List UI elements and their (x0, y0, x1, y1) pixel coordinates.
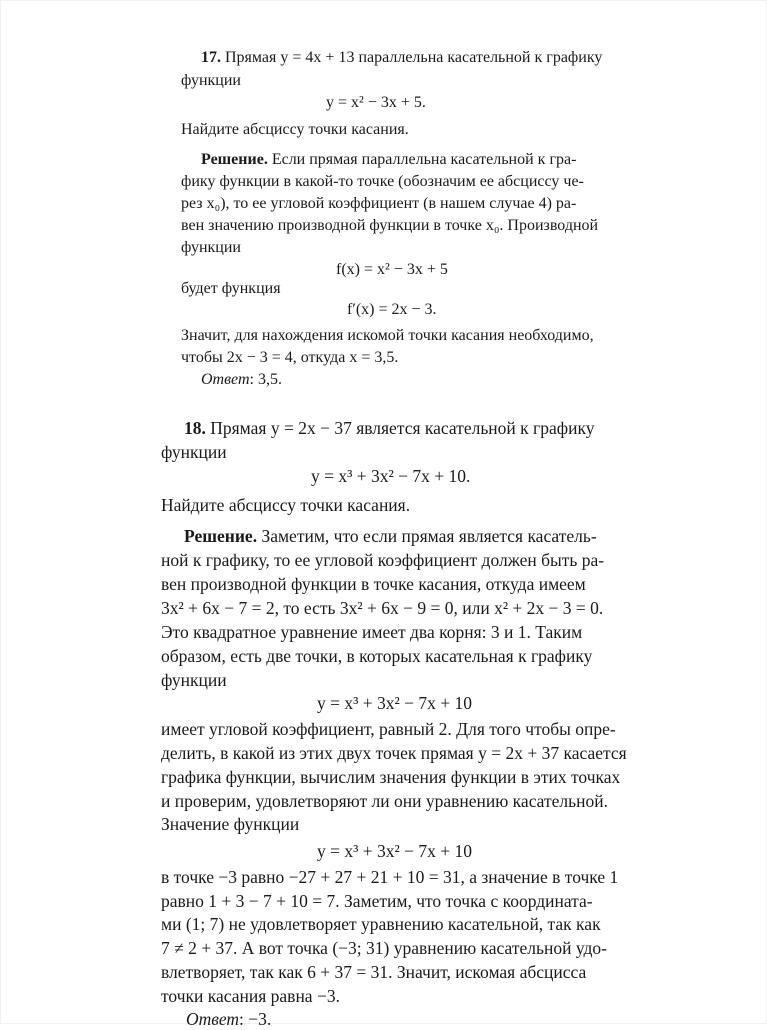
solution-label: Решение. (184, 526, 258, 546)
solution-label: Решение. (201, 151, 268, 168)
problem-18-middle-line: имеет угловой коэффициент, равный 2. Для того чтобы опре- (161, 719, 616, 739)
problem-18-statement-cont: функции (161, 442, 227, 462)
problem-18-answer: Ответ: −3. (186, 1009, 272, 1029)
problem-17-solution-line: вен значению производной функции в точке x₀. Производной (181, 217, 599, 234)
problem-17-text: будет функция (181, 280, 281, 297)
problem-18-solution-line: 3x² + 6x − 7 = 2, то есть 3x² + 6x − 9 = 0, или x² + 2x − 3 = 0. (161, 598, 604, 618)
problem-18-question: Найдите абсциссу точки касания. (161, 495, 411, 515)
problem-18-equation-3: y = x³ + 3x² − 7x + 10 (317, 841, 472, 861)
problem-17-solution-line: функции (181, 239, 241, 256)
problem-17-conclusion-line: Значит, для нахождения искомой точки касания необходимо, (181, 327, 594, 344)
problem-18-equation: y = x³ + 3x² − 7x + 10. (311, 466, 471, 486)
problem-number: 17. (201, 49, 221, 66)
problem-17-conclusion-line: чтобы 2x − 3 = 4, откуда x = 3,5. (181, 349, 399, 366)
problem-18-solution-line: функции (161, 670, 227, 690)
problem-17-solution-line: рез x₀), то ее угловой коэффициент (в нашем случае 4) ра- (181, 195, 577, 212)
problem-17-statement-cont: функции (181, 72, 241, 89)
problem-18-solution-line: Это квадратное уравнение имеет два корня: 3 и 1. Таким (161, 622, 583, 642)
problem-18-middle-line: графика функции, вычислим значения функции в этих точках (161, 767, 621, 787)
problem-18-final-line: равно 1 + 3 − 7 + 10 = 7. Заметим, что точка с координата- (161, 891, 593, 911)
problem-17-equation-f: f(x) = x² − 3x + 5 (336, 261, 448, 278)
problem-18-statement: 18. Прямая y = 2x − 37 является касательной к графику (184, 418, 595, 438)
problem-18-final-line: в точке −3 равно −27 + 27 + 21 + 10 = 31, а значение в точке 1 (161, 867, 619, 887)
problem-17-statement: 17. Прямая y = 4x + 13 параллельна касательной к графику (201, 49, 603, 66)
problem-18-middle-line: Значение функции (161, 814, 300, 834)
problem-18-final-line: ми (1; 7) не удовлетворяет уравнению касательной, так как (161, 914, 601, 934)
problem-17-equation: y = x² − 3x + 5. (326, 94, 426, 111)
problem-18-middle-line: делить, в какой из этих двух точек прямая y = 2x + 37 касается (161, 743, 627, 763)
problem-18-solution-line: образом, есть две точки, в которых касательная к графику (161, 646, 593, 666)
problem-17-question: Найдите абсциссу точки касания. (181, 121, 409, 138)
problem-18-final-line: 7 ≠ 2 + 37. А вот точка (−3; 31) уравнению касательной удо- (161, 938, 607, 958)
problem-18-solution-line: ной к графику, то ее угловой коэффициент должен быть ра- (161, 550, 605, 570)
problem-17-equation-fprime: f′(x) = 2x − 3. (347, 301, 437, 318)
problem-17-solution-line: фику функции в какой-то точке (обозначим ее абсциссу че- (181, 173, 584, 190)
problem-18-final-line: влетворяет, так как 6 + 37 = 31. Значит, искомая абсцисса (161, 962, 587, 982)
problem-18-middle-line: и проверим, удовлетворяют ли они уравнению касательной. (161, 791, 608, 811)
problem-17-solution-line: Решение. Если прямая параллельна касательной к гра- (201, 151, 577, 168)
problem-number: 18. (184, 418, 206, 438)
problem-17-answer: Ответ: 3,5. (201, 371, 282, 388)
problem-18-final-line: точки касания равна −3. (161, 986, 340, 1006)
problem-18-equation-2: y = x³ + 3x² − 7x + 10 (317, 693, 472, 713)
problem-18-solution-line: вен производной функции в точке касания, откуда имеем (161, 574, 586, 594)
problem-18-solution-line: Решение. Заметим, что если прямая является касатель- (184, 526, 597, 546)
